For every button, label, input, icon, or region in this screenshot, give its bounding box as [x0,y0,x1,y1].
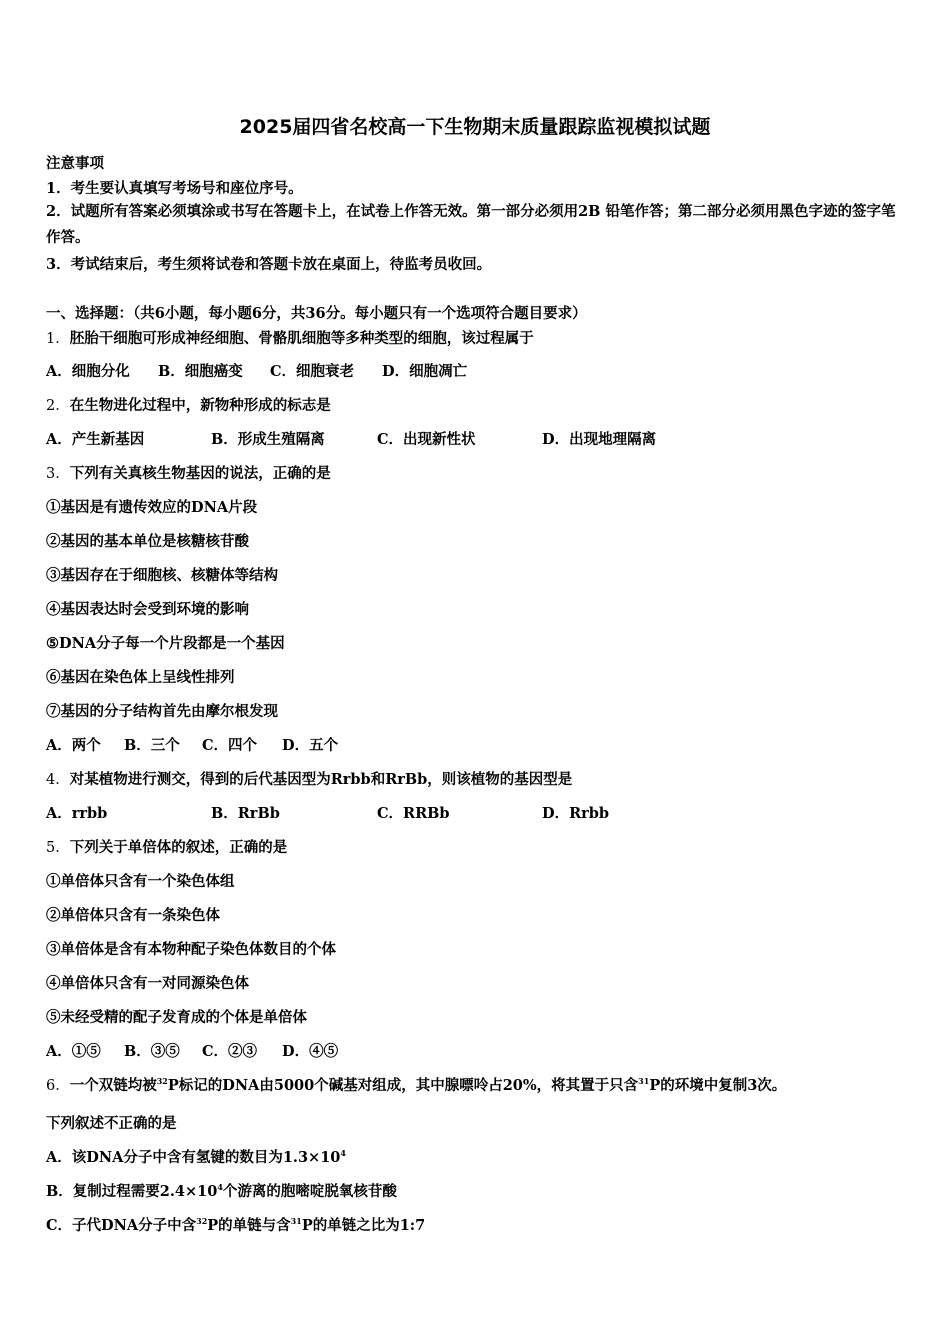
question-stem-part: 一个双链均被 [69,1077,157,1094]
option-c: C．②③ [202,1043,258,1060]
question-2-options [46,428,906,448]
question-6 [46,1074,786,1095]
option-c [46,1214,425,1235]
option-d: D．Rrbb [542,805,610,822]
question-2 [46,394,331,415]
option-d: D．出现地理隔离 [542,431,657,448]
page-title: 2025届四省名校高一下生物期末质量跟踪监视模拟试题 [239,116,711,138]
option-b: B．③⑤ [124,1043,180,1060]
question-stem: 胚胎干细胞可形成神经细胞、骨骼肌细胞等多种类型的细胞，该过程属于 [69,330,534,347]
notice-item-1: 1．考生要认真填写考场号和座位序号。 [46,180,303,197]
option-b [46,1180,397,1201]
option-a: A．rrbb [46,805,108,822]
question-1-options [46,360,906,380]
question-5-options [46,1040,906,1060]
question-4-options [46,802,906,822]
question-5 [46,836,287,857]
statement-6: ⑥基因在染色体上呈线性排列 [46,669,235,686]
option-c: C．RRBb [377,805,450,822]
notice-item-3: 3．考试结束后，考生须将试卷和答题卡放在桌面上，待监考员收回。 [46,256,492,273]
option-a: A．①⑤ [46,1043,101,1060]
statement-5: ⑤未经受精的配子发育成的个体是单倍体 [46,1009,307,1026]
statement-5: ⑤DNA分子每一个片段都是一个基因 [46,635,285,652]
option-a: A．细胞分化 [46,363,130,380]
question-6-stem-line2: 下列叙述不正确的是 [46,1115,177,1132]
superscript: 4 [217,1182,223,1193]
option-b: B．三个 [124,737,180,754]
statement-4: ④单倍体只含有一对同源染色体 [46,975,249,992]
option-d: D．五个 [282,737,339,754]
option-text: B．复制过程需要2.4×10 [46,1183,218,1200]
option-b: B．细胞癌变 [158,363,243,380]
notice-item-2: 2．试题所有答案必须填涂或书写在答题卡上，在试卷上作答无效。第一部分必须用2B 铅笔作答；第二部分必须用黑色字迹的签字笔作答。 [46,203,896,246]
superscript: 32 [156,1076,168,1087]
question-stem-part: P的环境中复制3次。 [649,1077,787,1094]
question-number: 2． [46,398,70,414]
statement-1: ①基因是有遗传效应的DNA片段 [46,499,258,516]
question-stem: 下列关于单倍体的叙述，正确的是 [69,839,288,856]
section-heading: 一、选择题：（共6小题，每小题6分，共36分。每小题只有一个选项符合题目要求） [46,305,587,322]
option-a: A．两个 [46,737,101,754]
option-text: C．子代DNA分子中含 [46,1217,197,1234]
superscript: 31 [638,1076,650,1087]
question-number: 1． [46,331,70,347]
question-stem: 下列有关真核生物基因的说法，正确的是 [69,465,331,482]
option-a: A．产生新基因 [46,431,145,448]
option-a [46,1146,346,1167]
statement-3: ③基因存在于细胞核、核糖体等结构 [46,567,278,584]
notice-heading: 注意事项 [46,155,104,172]
option-text: P的单链与含 [207,1217,291,1234]
superscript: 4 [340,1148,346,1159]
option-c: C．细胞衰老 [270,363,355,380]
statement-3: ③单倍体是含有本物种配子染色体数目的个体 [46,941,336,958]
statement-7: ⑦基因的分子结构首先由摩尔根发现 [46,703,278,720]
question-stem: 在生物进化过程中，新物种形成的标志是 [69,397,331,414]
statement-2: ②单倍体只含有一条染色体 [46,907,220,924]
question-stem-part: P标记的DNA由5000个碱基对组成，其中腺嘌呤占20%，将其置于只含 [167,1077,639,1094]
question-number: 3． [46,466,70,482]
question-1 [46,327,534,348]
question-3-options [46,734,906,754]
superscript: 31 [290,1216,302,1227]
option-text: 个游离的胞嘧啶脱氧核苷酸 [222,1183,397,1200]
question-number: 4． [46,772,70,788]
option-d: D．细胞凋亡 [382,363,468,380]
statement-2: ②基因的基本单位是核糖核苷酸 [46,533,249,550]
question-number: 5． [46,840,70,856]
question-stem: 对某植物进行测交，得到的后代基因型为Rrbb和RrBb，则该植物的基因型是 [69,771,573,788]
statement-4: ④基因表达时会受到环境的影响 [46,601,249,618]
option-text: A．该DNA分子中含有氢键的数目为1.3×10 [46,1149,341,1166]
question-number: 6． [46,1078,70,1094]
option-b: B．RrBb [211,805,280,822]
option-d: D．④⑤ [282,1043,339,1060]
question-3 [46,462,331,483]
option-c: C．出现新性状 [377,431,476,448]
superscript: 32 [196,1216,208,1227]
option-text: P的单链之比为1:7 [301,1217,426,1234]
option-b: B．形成生殖隔离 [211,431,325,448]
option-c: C．四个 [202,737,258,754]
statement-1: ①单倍体只含有一个染色体组 [46,873,235,890]
question-4 [46,768,572,789]
